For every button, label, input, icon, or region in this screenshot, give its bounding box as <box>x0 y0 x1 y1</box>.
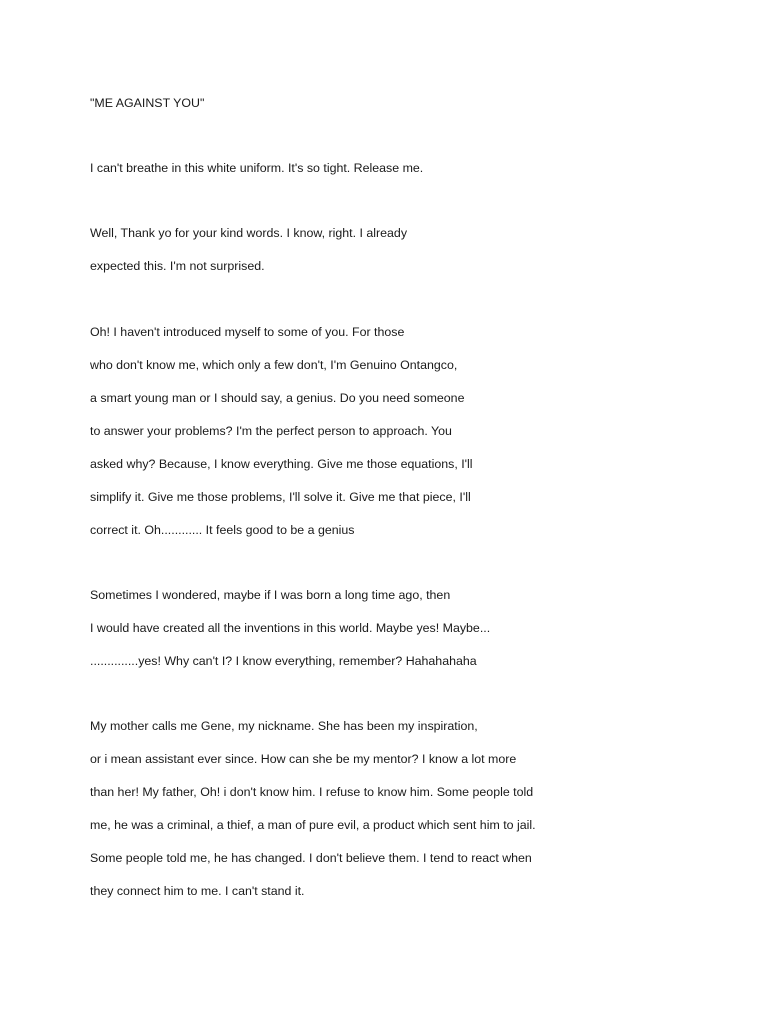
text-line: Oh! I haven't introduced myself to some of you. For those <box>90 325 405 339</box>
text-line: who don't know me, which only a few don't, I'm Genuino Ontangco, <box>90 358 458 372</box>
text-line: Some people told me, he has changed. I don't believe them. I tend to react when <box>90 851 532 865</box>
text-line: My mother calls me Gene, my nickname. She has been my inspiration, <box>90 719 478 733</box>
text-line: I would have created all the inventions in this world. Maybe yes! Maybe... <box>90 621 491 635</box>
text-line: ..............yes! Why can't I? I know everything, remember? Hahahahaha <box>90 654 477 668</box>
text-line: Sometimes I wondered, maybe if I was born a long time ago, then <box>90 588 451 602</box>
text-line: me, he was a criminal, a thief, a man of pure evil, a product which sent him to jail. <box>90 818 536 832</box>
text-line: expected this. I'm not surprised. <box>90 259 265 273</box>
text-line: correct it. Oh............ It feels good to be a genius <box>90 523 355 537</box>
text-line: than her! My father, Oh! i don't know him. I refuse to know him. Some people told <box>90 785 534 799</box>
text-line: simplify it. Give me those problems, I'll solve it. Give me that piece, I'll <box>90 490 471 504</box>
text-line: they connect him to me. I can't stand it. <box>90 884 305 898</box>
text-line: a smart young man or I should say, a genius. Do you need someone <box>90 391 465 405</box>
story-title: "ME AGAINST YOU" <box>90 96 205 110</box>
text-line: asked why? Because, I know everything. Give me those equations, I'll <box>90 457 473 471</box>
text-line: or i mean assistant ever since. How can she be my mentor? I know a lot more <box>90 752 517 766</box>
text-line: to answer your problems? I'm the perfect person to approach. You <box>90 424 452 438</box>
text-line: I can't breathe in this white uniform. It's so tight. Release me. <box>90 161 424 175</box>
text-line: Well, Thank yo for your kind words. I know, right. I already <box>90 226 408 240</box>
